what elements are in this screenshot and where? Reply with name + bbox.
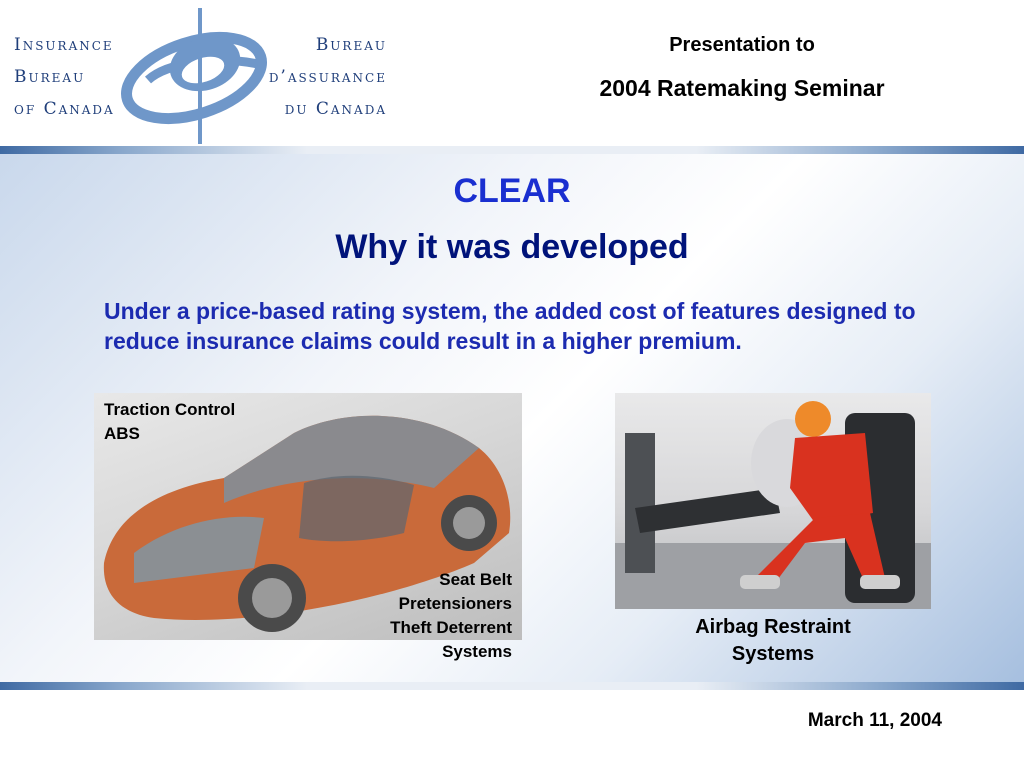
logo-text-right-1: Bureau	[315, 35, 387, 55]
car-label-traction-control: Traction Control	[104, 400, 236, 419]
logo-text-right-2: d’assurance	[268, 67, 387, 87]
logo-text-left-1: Insurance	[14, 35, 114, 55]
footer-divider-bar	[0, 682, 1024, 690]
seminar-title: 2004 Ratemaking Seminar	[599, 75, 885, 101]
ibc-logo-icon	[108, 6, 278, 146]
airbag-crash-test-image	[615, 393, 931, 609]
car-label-abs: ABS	[104, 424, 140, 443]
airbag-caption-line-2: Systems	[731, 643, 815, 665]
presentation-date: March 11, 2004	[807, 710, 942, 731]
slide-body-text: Under a price-based rating system, the added cost of features designed to reduce insurance claims could result in a higher premium.	[104, 298, 916, 354]
airbag-caption-line-1: Airbag Restraint	[695, 616, 851, 638]
car-label-seat-belt: Seat Belt	[439, 570, 512, 589]
airbag-caption	[615, 614, 931, 668]
slide-title: CLEAR	[453, 172, 571, 210]
car-cutaway-image	[94, 393, 522, 640]
car-label-theft-deterrent: Theft Deterrent	[390, 618, 512, 637]
car-label-systems: Systems	[442, 642, 512, 661]
logo-text-left-3: of Canada	[14, 99, 115, 119]
header-divider-bar	[0, 146, 1024, 154]
car-label-pretensioners: Pretensioners	[398, 594, 512, 613]
logo-text-left-2: Bureau	[14, 67, 86, 87]
slide-subtitle: Why it was developed	[335, 228, 689, 266]
presentation-to-label: Presentation to	[669, 34, 815, 56]
slide-header	[0, 0, 1024, 146]
logo-text-right-3: du Canada	[284, 99, 387, 119]
